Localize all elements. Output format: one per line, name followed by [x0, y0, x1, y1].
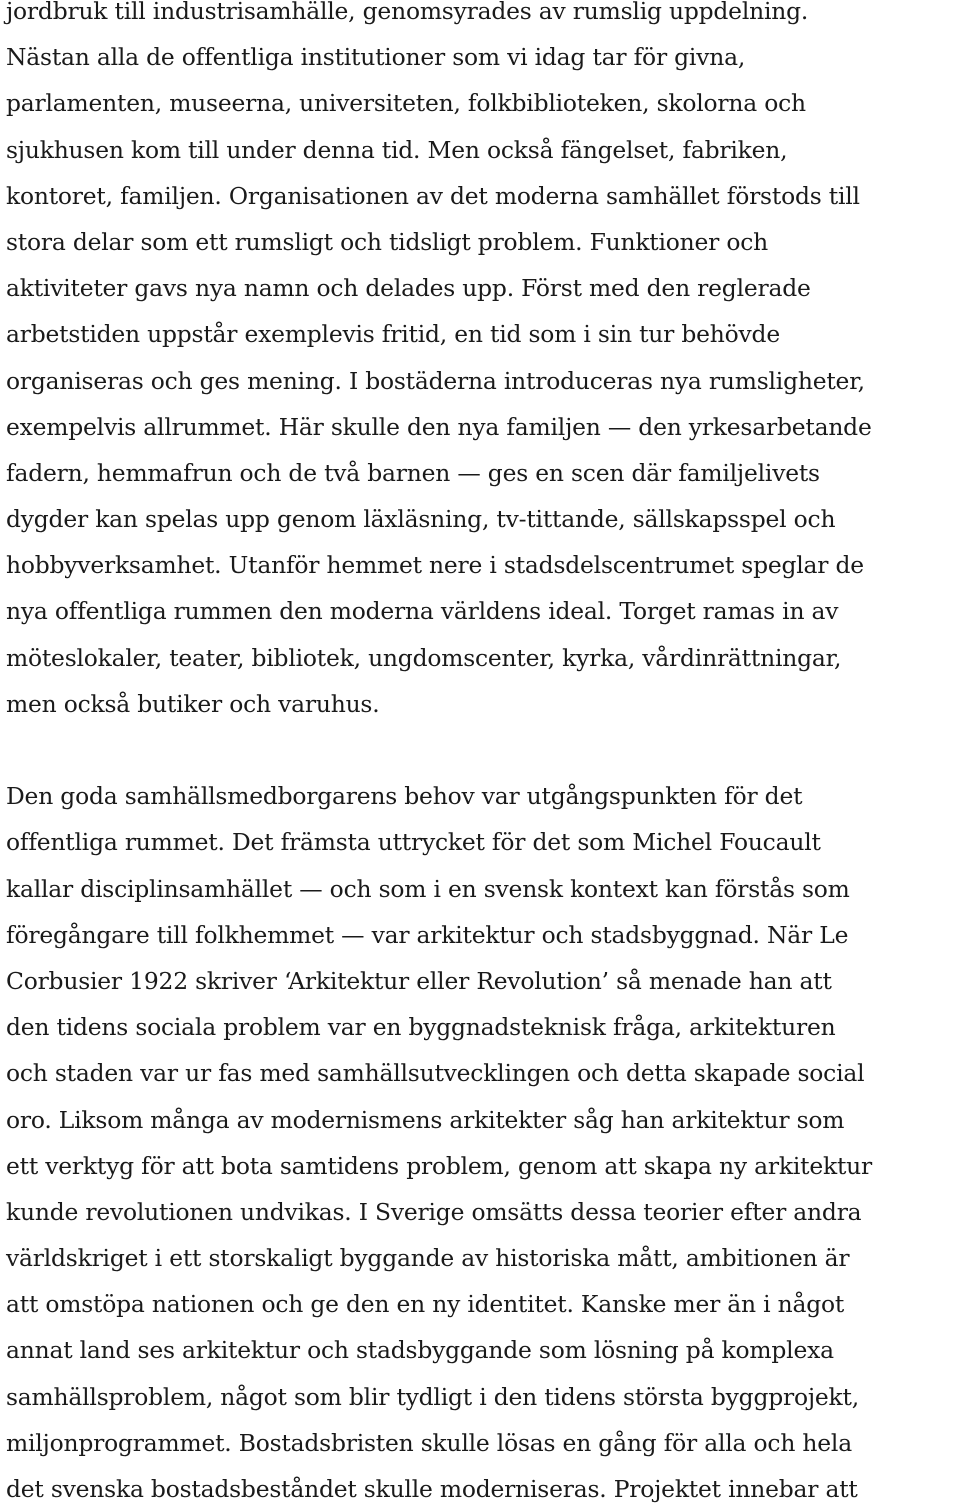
text-line: miljonprogrammet. Bostadsbristen skulle lösas en gång för alla och hela [6, 1428, 852, 1457]
text-line: Corbusier 1922 skriver ‘Arkitektur eller Revolution’ så menade han att [6, 966, 832, 995]
text-line: att omstöpa nationen och ge den en ny identitet. Kanske mer än i något [6, 1290, 845, 1319]
text-line: annat land ses arkitektur och stadsbyggande som lösning på komplexa [6, 1336, 834, 1365]
text-line: stora delar som ett rumsligt och tidsligt problem. Funktioner och [6, 227, 769, 256]
text-line: jordbruk till industrisamhälle, genomsyrades av rumslig uppdelning. [6, 0, 809, 25]
text-line: världskriget i ett storskaligt byggande av historiska mått, ambitionen är [6, 1244, 850, 1273]
text-line: hobbyverksamhet. Utanför hemmet nere i stadsdelscentrumet speglar de [6, 551, 864, 580]
text-line: oro. Liksom många av modernismens arkitekter såg han arkitektur som [6, 1105, 845, 1134]
paragraph-spacer [6, 727, 958, 773]
text-line: exempelvis allrummet. Här skulle den nya familjen — den yrkesarbetande [6, 412, 872, 441]
text-line: offentliga rummet. Det främsta uttrycket för det som Michel Foucault [6, 828, 821, 857]
text-line: sjukhusen kom till under denna tid. Men också fängelset, fabriken, [6, 135, 788, 164]
text-line: den tidens sociala problem var en byggnadsteknisk fråga, arkitekturen [6, 1013, 836, 1042]
text-line: kunde revolutionen undvikas. I Sverige omsätts dessa teorier efter andra [6, 1197, 862, 1226]
text-line: kallar disciplinsamhället — och som i en svensk kontext kan förstås som [6, 874, 850, 903]
paragraph [6, 0, 958, 727]
text-line: organiseras och ges mening. I bostäderna introduceras nya rumsligheter, [6, 366, 865, 395]
text-line: och staden var ur fas med samhällsutvecklingen och detta skapade social [6, 1059, 865, 1088]
text-line: men också butiker och varuhus. [6, 689, 380, 718]
text-line: möteslokaler, teater, bibliotek, ungdomscenter, kyrka, vårdinrättningar, [6, 643, 842, 672]
text-line: ett verktyg för att bota samtidens problem, genom att skapa ny arkitektur [6, 1151, 872, 1180]
paragraph [6, 773, 958, 1512]
text-line: kontoret, familjen. Organisationen av det moderna samhället förstods till [6, 181, 860, 210]
text-line: dygder kan spelas upp genom läxläsning, tv-tittande, sällskapsspel och [6, 505, 836, 534]
text-line: föregångare till folkhemmet — var arkitektur och stadsbyggnad. När Le [6, 920, 849, 949]
text-line: nya offentliga rummen den moderna världens ideal. Torget ramas in av [6, 597, 839, 626]
text-line: det svenska bostadsbeståndet skulle moderniseras. Projektet innebar att [6, 1475, 858, 1503]
text-line: parlamenten, museerna, universiteten, folkbiblioteken, skolorna och [6, 89, 806, 118]
document-body [6, 0, 958, 1512]
text-line: fadern, hemmafrun och de två barnen — ges en scen där familjelivets [6, 458, 820, 487]
text-line: aktiviteter gavs nya namn och delades upp. Först med den reglerade [6, 274, 811, 303]
text-line: Nästan alla de offentliga institutioner som vi idag tar för givna, [6, 43, 746, 72]
text-line: arbetstiden uppstår exemplevis fritid, en tid som i sin tur behövde [6, 320, 780, 349]
text-line: Den goda samhällsmedborgarens behov var utgångspunkten för det [6, 782, 803, 811]
text-line: samhällsproblem, något som blir tydligt i den tidens största byggprojekt, [6, 1382, 859, 1411]
